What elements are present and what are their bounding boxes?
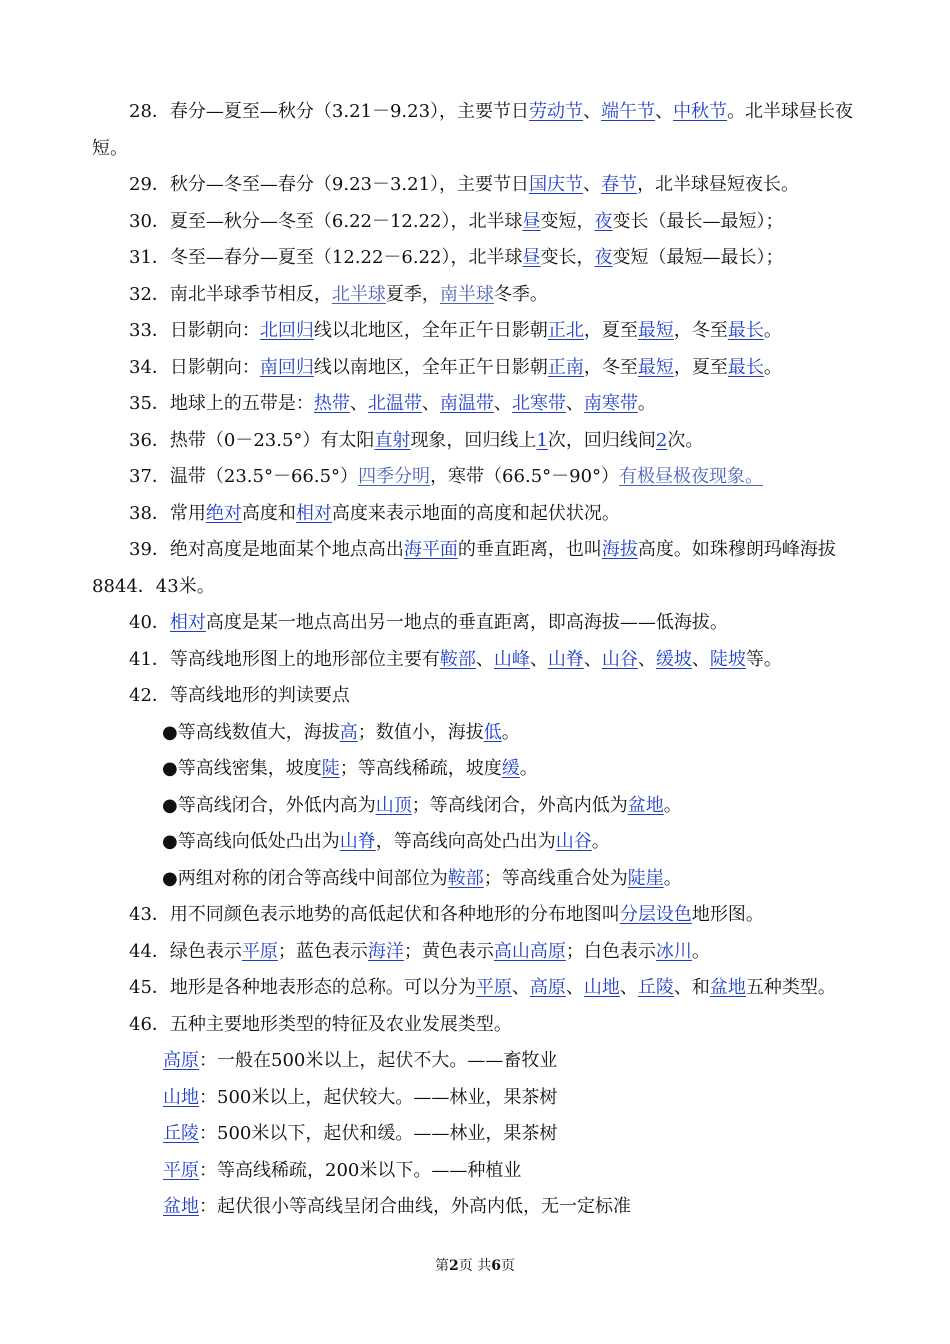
text-segment: ；等高线重合处为 (483, 867, 628, 889)
paragraph (92, 642, 882, 679)
keyword-answer: 丘陵 (163, 1123, 199, 1144)
keyword-answer: 南回归 (259, 356, 314, 378)
text-segment: 冬季。 (493, 283, 548, 305)
text-segment: 、 (475, 648, 494, 670)
keyword-answer: 盆地 (163, 1196, 199, 1217)
keyword-answer: 盆地 (709, 977, 746, 998)
text-segment: ：等高线稀疏，200米以下。——种植业 (199, 1159, 522, 1181)
text-segment: 。北半球昼长夜短。 (92, 101, 854, 159)
text-segment: 变短， (540, 210, 595, 232)
keyword-answer: 最短 (637, 320, 674, 341)
text-segment: 、 (583, 174, 602, 195)
paragraph (92, 751, 882, 788)
text-segment: 44．绿色表示 (129, 940, 242, 962)
text-segment: 35．地球上的五带是： (129, 393, 314, 414)
text-segment: 。 (763, 356, 782, 378)
text-segment: 夏季， (385, 283, 440, 305)
paragraph (92, 605, 882, 642)
paragraph (92, 459, 882, 496)
text-segment: ●两组对称的闭合等高线中间部位为 (162, 867, 448, 889)
keyword-answer: 山谷 (555, 831, 592, 852)
keyword-answer: 夜 (594, 210, 613, 232)
paragraph (92, 423, 882, 460)
paragraph (92, 1116, 882, 1153)
keyword-answer: 北半球 (331, 283, 386, 305)
text-segment: 41．等高线地形图上的地形部位主要有 (129, 648, 440, 670)
text-segment: ：一般在500米以上，起伏不大。——畜牧业 (199, 1050, 558, 1071)
text-segment: 、 (529, 648, 548, 670)
keyword-answer: 盆地 (627, 794, 664, 816)
paragraph (92, 897, 882, 934)
text-segment: ，冬至 (583, 356, 638, 378)
keyword-answer: 高原 (163, 1050, 199, 1071)
text-segment: ，寒带（66.5°－90°） (430, 466, 620, 487)
footer-total-pages: 6 (491, 1258, 501, 1274)
text-segment: ●等高线密集，坡度 (162, 758, 322, 779)
keyword-answer: 有极昼极夜现象。 (619, 466, 764, 487)
keyword-answer: 北温带 (367, 393, 422, 414)
paragraph (92, 496, 882, 533)
text-segment: ；等高线闭合，外高内低为 (411, 794, 628, 816)
keyword-answer: 正北 (547, 320, 584, 341)
keyword-answer: 冰川 (655, 940, 692, 962)
keyword-answer: 相对 (295, 502, 332, 524)
text-segment: 、和 (673, 977, 710, 998)
text-segment: ；黄色表示 (403, 940, 494, 962)
keyword-answer: 最长 (727, 320, 764, 341)
keyword-answer: 海平面 (403, 539, 458, 560)
text-segment: 次。 (667, 429, 704, 451)
text-segment: ：500米以上，起伏较大。——林业，果茶树 (199, 1086, 558, 1108)
paragraph (92, 167, 882, 204)
keyword-answer: 热带 (313, 393, 350, 414)
paragraph (92, 1080, 882, 1117)
text-segment: 。 (591, 831, 610, 852)
document-body (92, 94, 882, 1226)
keyword-answer: 昼 (522, 210, 541, 232)
keyword-answer: 平原 (163, 1159, 199, 1181)
paragraph (92, 1153, 882, 1190)
keyword-answer: 陡 (321, 758, 340, 779)
text-segment: 五种类型。 (745, 977, 836, 998)
paragraph (92, 204, 882, 241)
text-segment: 、 (493, 393, 512, 414)
keyword-answer: 北回归 (259, 320, 314, 341)
text-segment: 。 (519, 758, 538, 779)
paragraph (92, 277, 882, 314)
text-segment: 、 (619, 977, 638, 998)
paragraph (92, 970, 882, 1007)
text-segment: 29．秋分—冬至—春分（9.23－3.21），主要节日 (129, 174, 530, 195)
footer-prefix: 第 (435, 1258, 450, 1274)
paragraph (92, 240, 882, 277)
paragraph (92, 861, 882, 898)
text-segment: 、 (583, 101, 602, 122)
footer-suffix: 页 (500, 1258, 515, 1274)
text-segment: 。 (663, 794, 682, 816)
keyword-answer: 南寒带 (583, 393, 638, 414)
page-footer (0, 1256, 950, 1276)
text-segment: ：500米以下，起伏和缓。——林业，果茶树 (199, 1123, 558, 1144)
keyword-answer: 山顶 (375, 794, 412, 816)
text-segment: 36．热带（0－23.5°）有太阳 (129, 429, 375, 451)
keyword-answer: 缓坡 (655, 648, 692, 670)
keyword-answer: 平原 (241, 940, 278, 962)
text-segment: 33．日影朝向： (129, 320, 260, 341)
text-segment: 、 (565, 977, 584, 998)
text-segment: 、 (583, 648, 602, 670)
paragraph (92, 532, 882, 605)
text-segment: 线以北地区，全年正午日影朝 (313, 320, 548, 341)
keyword-answer: 山脊 (547, 648, 584, 670)
text-segment: ，夏至 (583, 320, 638, 341)
keyword-answer: 正南 (547, 356, 584, 378)
paragraph (92, 678, 882, 715)
text-segment: 、 (637, 648, 656, 670)
text-segment: 32．南北半球季节相反， (129, 283, 332, 305)
text-segment: 。 (663, 867, 682, 889)
text-segment: 地形图。 (691, 904, 764, 925)
text-segment: ；数值小，海拔 (357, 721, 484, 743)
text-segment: ；等高线稀疏，坡度 (339, 758, 502, 779)
keyword-answer: 山峰 (493, 648, 530, 670)
text-segment: 的垂直距离，也叫 (457, 539, 602, 560)
text-segment: ，等高线向高处凸出为 (375, 831, 556, 852)
text-segment: 、 (421, 393, 440, 414)
keyword-answer: 1 (536, 429, 548, 451)
paragraph (92, 824, 882, 861)
keyword-answer: 中秋节 (673, 101, 728, 122)
paragraph (92, 1007, 882, 1044)
keyword-answer: 高原 (529, 977, 566, 998)
keyword-answer: 夜 (594, 247, 613, 268)
keyword-answer: 分层设色 (619, 904, 692, 925)
keyword-answer: 鞍部 (439, 648, 476, 670)
keyword-answer: 缓 (501, 758, 520, 779)
keyword-answer: 高 (339, 721, 358, 743)
keyword-answer: 端午节 (601, 101, 656, 122)
text-segment: 变短（最短—最长）； (612, 247, 784, 268)
text-segment: ；白色表示 (565, 940, 656, 962)
keyword-answer: 陡崖 (627, 867, 664, 889)
text-segment: 、 (691, 648, 710, 670)
keyword-answer: 山地 (583, 977, 620, 998)
keyword-answer: 南温带 (439, 393, 494, 414)
keyword-answer: 相对 (169, 612, 206, 633)
paragraph (92, 1189, 882, 1226)
text-segment: 、 (655, 101, 674, 122)
keyword-answer: 海洋 (367, 940, 404, 962)
text-segment: ●等高线数值大，海拔 (162, 721, 340, 743)
paragraph (92, 94, 882, 167)
keyword-answer: 丘陵 (637, 977, 674, 998)
text-segment: ●等高线闭合，外低内高为 (162, 794, 376, 816)
keyword-answer: 低 (483, 721, 502, 743)
text-segment: 、 (565, 393, 584, 414)
text-segment: ●等高线向低处凸出为 (162, 831, 340, 852)
keyword-answer: 春节 (601, 174, 638, 195)
paragraph (92, 1043, 882, 1080)
text-segment: 高度和 (241, 502, 296, 524)
text-segment: 高度是某一地点高出另一地点的垂直距离，即高海拔——低海拔。 (205, 612, 728, 633)
paragraph (92, 350, 882, 387)
text-segment: 、 (349, 393, 368, 414)
text-segment: 37．温带（23.5°－66.5°） (129, 466, 359, 487)
keyword-answer: 劳动节 (529, 101, 584, 122)
text-segment: 30．夏至—秋分—冬至（6.22－12.22），北半球 (129, 210, 523, 232)
text-segment: 等。 (745, 648, 782, 670)
keyword-answer: 最长 (727, 356, 764, 378)
keyword-answer: 海拔 (601, 539, 638, 560)
text-segment: ，北半球昼短夜长。 (637, 174, 800, 195)
text-segment: 42．等高线地形的判读要点 (129, 685, 350, 706)
keyword-answer: 昼 (522, 247, 541, 268)
text-segment: 40． (129, 612, 170, 633)
text-segment: ：起伏很小等高线呈闭合曲线，外高内低，无一定标准 (199, 1196, 631, 1217)
text-segment: 线以南地区，全年正午日影朝 (313, 356, 548, 378)
keyword-answer: 山谷 (601, 648, 638, 670)
text-segment: 次，回归线间 (547, 429, 656, 451)
keyword-answer: 平原 (475, 977, 512, 998)
keyword-answer: 山脊 (339, 831, 376, 852)
paragraph (92, 386, 882, 423)
keyword-answer: 直射 (374, 429, 411, 451)
text-segment: 高度。如珠穆朗玛峰海拔8844．43米。 (92, 539, 836, 597)
keyword-answer: 陡坡 (709, 648, 746, 670)
text-segment: 39．绝对高度是地面某个地点高出 (129, 539, 404, 560)
text-segment: 。 (691, 940, 710, 962)
keyword-answer: 最短 (637, 356, 674, 378)
paragraph (92, 313, 882, 350)
keyword-answer: 高山高原 (493, 940, 566, 962)
text-segment: ，冬至 (673, 320, 728, 341)
text-segment: 31．冬至—春分—夏至（12.22－6.22），北半球 (129, 247, 523, 268)
paragraph (92, 788, 882, 825)
text-segment: ；蓝色表示 (277, 940, 368, 962)
text-segment: 43．用不同颜色表示地势的高低起伏和各种地形的分布地图叫 (129, 904, 620, 925)
keyword-answer: 鞍部 (447, 867, 484, 889)
paragraph (92, 934, 882, 971)
keyword-answer: 北寒带 (511, 393, 566, 414)
keyword-answer: 2 (655, 429, 668, 451)
keyword-answer: 国庆节 (529, 174, 584, 195)
text-segment: 现象，回归线上 (410, 429, 537, 451)
text-segment: 46．五种主要地形类型的特征及农业发展类型。 (129, 1013, 512, 1035)
text-segment: 、 (511, 977, 530, 998)
keyword-answer: 四季分明 (358, 466, 431, 487)
text-segment: 34．日影朝向： (129, 356, 260, 378)
text-segment: 变长， (540, 247, 595, 268)
text-segment: 28．春分—夏至—秋分（3.21－9.23），主要节日 (129, 101, 530, 122)
text-segment: 高度来表示地面的高度和起伏状况。 (331, 502, 620, 524)
keyword-answer: 山地 (163, 1086, 199, 1108)
text-segment: 。 (501, 721, 520, 743)
text-segment: 变长（最长—最短）； (612, 210, 784, 232)
footer-page-number: 2 (449, 1258, 459, 1274)
text-segment: 38．常用 (129, 502, 206, 524)
text-segment: 。 (763, 320, 782, 341)
text-segment: 。 (637, 393, 656, 414)
keyword-answer: 南半球 (439, 283, 494, 305)
footer-mid: 页 共 (458, 1258, 492, 1274)
keyword-answer: 绝对 (205, 502, 242, 524)
text-segment: 45．地形是各种地表形态的总称。可以分为 (129, 977, 476, 998)
text-segment: ，夏至 (673, 356, 728, 378)
paragraph (92, 715, 882, 752)
